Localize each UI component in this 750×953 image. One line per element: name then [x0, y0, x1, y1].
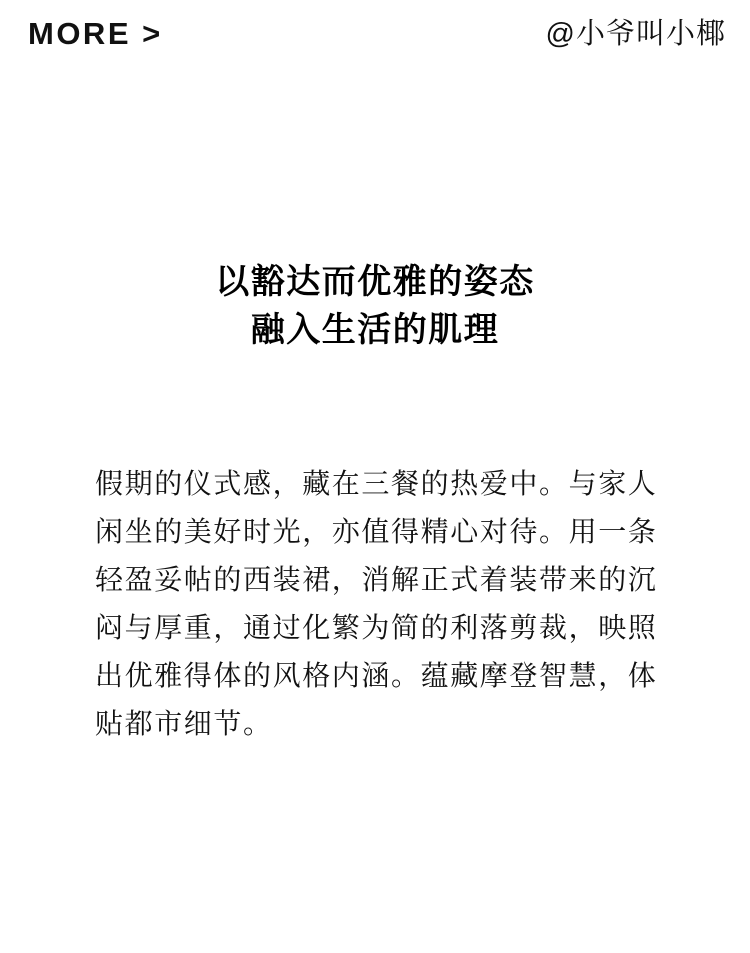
- body-line: 出优雅得体的风格内涵。蕴藏摩登智慧，体: [95, 660, 658, 691]
- topbar: [28, 16, 726, 52]
- body-line: 闲坐的美好时光，亦值得精心对待。用一条: [95, 516, 658, 547]
- body-paragraph: [95, 460, 660, 748]
- body-line: 贴都市细节。: [95, 708, 273, 739]
- headline: [0, 258, 750, 354]
- body-line: 闷与厚重，通过化繁为简的利落剪裁，映照: [95, 612, 658, 643]
- more-link[interactable]: MORE >: [28, 16, 163, 51]
- body-line: 假期的仪式感，藏在三餐的热爱中。与家人: [95, 468, 658, 499]
- body-line: 轻盈妥帖的西装裙，消解正式着装带来的沉: [95, 564, 658, 595]
- headline-line-2: 融入生活的肌理: [250, 311, 500, 349]
- author-handle: @小爷叫小椰: [545, 18, 726, 50]
- headline-line-1: 以豁达而优雅的姿态: [215, 263, 535, 301]
